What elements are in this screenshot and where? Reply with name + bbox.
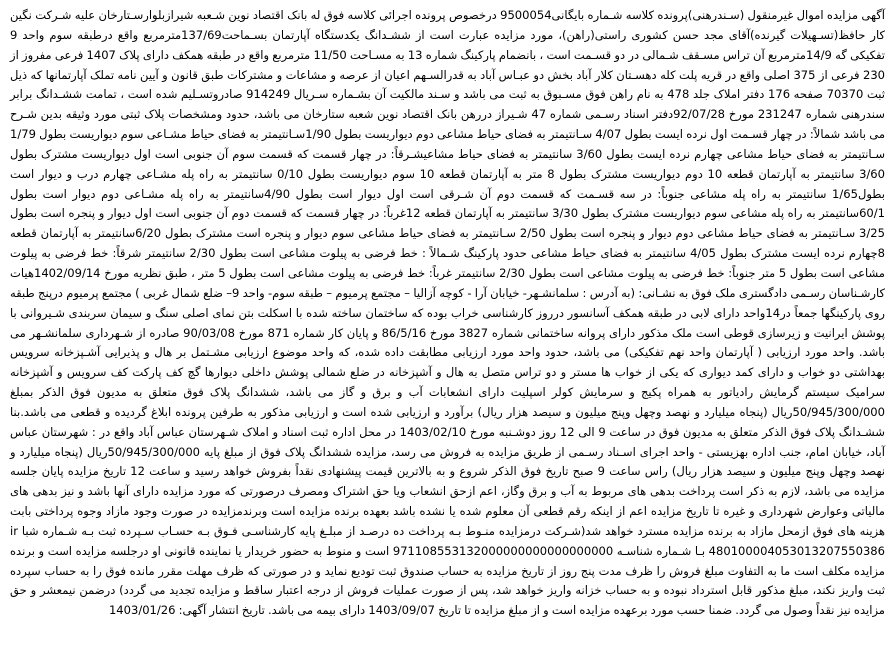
auction-notice-body: آگهی مزایده اموال غیرمنقول (سـندرهنی)پرونده کلاسه شـماره بایگانی9500054 درخصوص پرونده اجرائی کلاسه فوق له بانک اقتصاد نوین شـعبه شیرازبلوارسـتارخان علیه شـرکت نگین کار حافظ(تسـهیلات گیرنده)آقای مجد حسن کشوری راستی(راهن)، مورد مزایده عبارت است از ششـدانگ یکدستگاه آپارتمان بسـماحت137/69مترمربع واقع درطبقه سوم واحد 9 تفکیکی گه 14/9مترمربع آن تراس مسـقف شـمالی در دو قسـمت است ، بانضمام پارکینگ شماره 13 به مسـاحت 11/50 مترمربع واقع در طبقه همکف دارای پلاک 1407 فرعی مفروز از 230 فرعی از 375 اصلی واقع در قریه پلت کله دهسـتان کلار آباد بخش دو عبـاس آباد به قدرالسـهم اعیان از عرصه و مشاعات و مشترکات طبق قانون و آیین نامه تملک آپارتمانها که ذیل ثبت 70370 صفحه 176 دفتر املاک جلد 478 به نام راهن فوق مسـبوق به ثبت می باشد و سـند مالکیت آن بشـماره سـریال 914249 صادروتسـلیم شده است ، تمامت ششـدانگ برابر سندرهنی شماره 231247 مورخ 92/07/28دفتر اسناد رسـمی شماره 47 شـیراز دررهن بانک اقتصاد نوین شعبه ستارخان می باشد، حدود ومشخصات پلاک ثبتی مورد وثیقه بدین شـرح می باشد شمالاً: در چهار قسـمت اول نرده ایست بطول 4/07 سـانتیمتر به فضای حیاط مشاعی دوم دیواریست بطول 1/90سـانتیمتر به فضای حیاط مشـاعی سوم دیواریست بطول 1/79 سـانتیمتر به فضای حیاط مشاعی چهارم نرده ایست بطول 3/60 سانتیمتر به فضای حیاط مشاعیشـرقاً: در چهار قسمت که قسمت سوم آن جنوبی است اول دیواریست مشترک بطول 3/60 سانتیمتر به آپارتمان قطعه 10 دوم دیواریست مشترک بطول 8 متر به آپارتمان قطعه 10 سوم دیواریست بطول 0/10 سانتیمتر به راه پله مشـاعی چهارم درب و دیوار است بطول1/65 سانتیمتر به راه پله مشاعی جنوباً: در سه قسـمت که قسمت دوم آن شـرقی است اول دیوار است بطول 4/90سانتیمتر به راه پله مشـاعی دوم دیوار است بطول 60/1سانتیمتر به راه پله مشاعی سوم دیواریست مشترک بطول 3/30 سانتیمتر به آپارتمان قطعه 12غرباً: در چهار قسمت که قسمت دوم آن جنوبی است اول دیوار و پنجره است بطول 3/25 سـانتیمتر به فضای حیاط مشاعی دوم دیوار و پنجره است بطول 2/50 سـانتیمتر به فضای حیاط مشاعی سوم دیوار و پنجره است مشترک بطول 6/20سانتیمتر به آپارتمان قطعه 8چهارم نرده ایست مشترک بطول 4/05 سانتیمتر به فضای حیاط مشاعی حدود پارکینگ شـمالاً : خط فرضی به پیلوت مشاعی است بطول 2/30 سانتیمتر شرقاً: خط فرضی به پیلوت مشاعی است بطول 5 متر جنوباً: خط فرضی به پیلوت مشاعی است بطول 2/30 سانتیمتر غرباً: خط فرضی به پیلوت مشاعی است بطول 5 متر ، طبق نظریه مورخ 1402/09/14هیات کارشـناسان رسـمی دادگستری ملک فوق به نشـانی: (به آدرس : سلمانشـهر- خیابان آرا - کوچه آزالیا – مجتمع پرمیوم – طبقه سوم- واحد 9– ضلع شمال غربی ) مجتمع پرمیوم درپنج طبقه روی پارکینگها جمعاً در14واحد دارای لابی در طبقه همکف آسانسور درروز کارشناسی خراب بوده که ساختمان ساخته شده با اسکلت بتن نمای اصلی سنگ و سیمان سربندی شـیروانی با پوشش ایرانیت و زیرسازی قوطی است ملک مذکور دارای پروانه ساختمانی شماره 3827 مورخ 86/5/16 و پایان کار شماره 871 مورخ 90/03/08 صادره از شـهرداری سلمانشـهر می باشد. واحد مورد ارزیابی ( آپارتمان واحد نهم تفکیکی) می باشد، حدود واحد مورد ارزیابی مطابقت داده شده، که واحد موضوع ارزیابی مشـتمل بر هال و پذیرایی آشـپزخانه سرویس بهداشتی دو خواب و دارای کمد دیواری که یکی از خواب ها مستر و دو تراس متصل به هال و آشپزخانه در ضلع شمالی پوشش داخلی دیوارها گچ کف پارکت کف سرویس و آشپزخانه سرامیک سیستم گرمایش رادیاتور به همراه پکیج و سرمایش کولر اسپلیت دارای انشعابات آب و برق و گاز می باشد، ششدانگ پلاک فوق متعلق به مدیون فوق الذکر بمبلغ 50/945/300/000ریال (پنجاه میلیارد و نهصد وچهل وپنج میلیون و سیصد هزار ریال) برآورد و ارزیابی شده است و ارزیابی مذکور به طرفین پرونده ابلاغ گردیده و قطعی می باشد.بنا ششـدانگ پلاک فوق الذکر متعلق به مدیون فوق در ساعت 9 الی 12 روز دوشـنبه مورخ 1403/02/10 در محل اداره ثبت اسناد و املاک شـهرستان عباس آباد واقع در : شهرستان عباس آباد، خیابان امام، جنب اداره بهزیستی - واحد اجرای اسـناد رسـمی از طریق مزایده به فروش می رسد، مزایده ششدانگ پلاک فوق از مبلغ پایه 50/945/300/000ریال (پنجاه میلیارد و نهصد وچهل وپنج میلیون و سیصد هزار ریال) راس ساعت 9 صبح تاریخ فوق الذکر شروع و به بالاترین قیمت پیشنهادی نقداً بفروش خواهد رسید و ساعت 12 تاریخ مزایده پایان جلسه مزایده می باشد، لازم به ذکر است پرداخت بدهی های مربوط به آب و برق وگاز، اعم ازحق انشعاب ویا حق اشتراک ومصرف درصورتی که مورد مزایده دارای آنها باشد و نیز بدهی های مالیاتی وعوارض شهرداری و غیره تا تاریخ مزایده اعم از اینکه رقم قطعی آن معلوم شده یا نشده باشد بعهده برنده مزایده است وبرندمزایده در صورت وجود مازاد وجوه پرداختی بابت هزینه های فوق ازمحل مازاد به برنده مزایده مسترد خواهد شد(شـرکت درمزایده منـوط بـه پرداخت ده درصـد از مبلـغ پایه کارشناسـی فـوق بـه حسـاب سـپرده ثبت بـه شـماره شبا ir 480100004053013207550386 بـا شـماره شناسـه 971108553132000000000000000000 است و منوط به حضور خریدار یا نماینده قانونی او درجلسه مزایده است و برنده مزایده مکلف است ما به التفاوت مبلغ فروش را ظرف مدت پنج روز از تاریخ مزایده به حساب صندوق ثبت تودیع نماید و در صورتی که ظرف مهلت مقرر مانده فوق را به حساب سپرده ثبت واریز نکند، مبلغ مذکور قابل استرداد نبوده و به حساب خزانه واریز خواهد شد، پس از صورت عملیات فروش از درجه اعتبار ساقط و مزایده تجدید می گردد) درضمن نیمعشر و حق مزایده نیز نقداً وصول می گردد. ضمنا حسب مورد برعهده مزایده است و از مبلغ مزایده تا تاریخ 1403/09/07 دارای بیمه می باشد. تاریخ انتشار آگهی: 1403/01/26 <box>10 8 886 618</box>
